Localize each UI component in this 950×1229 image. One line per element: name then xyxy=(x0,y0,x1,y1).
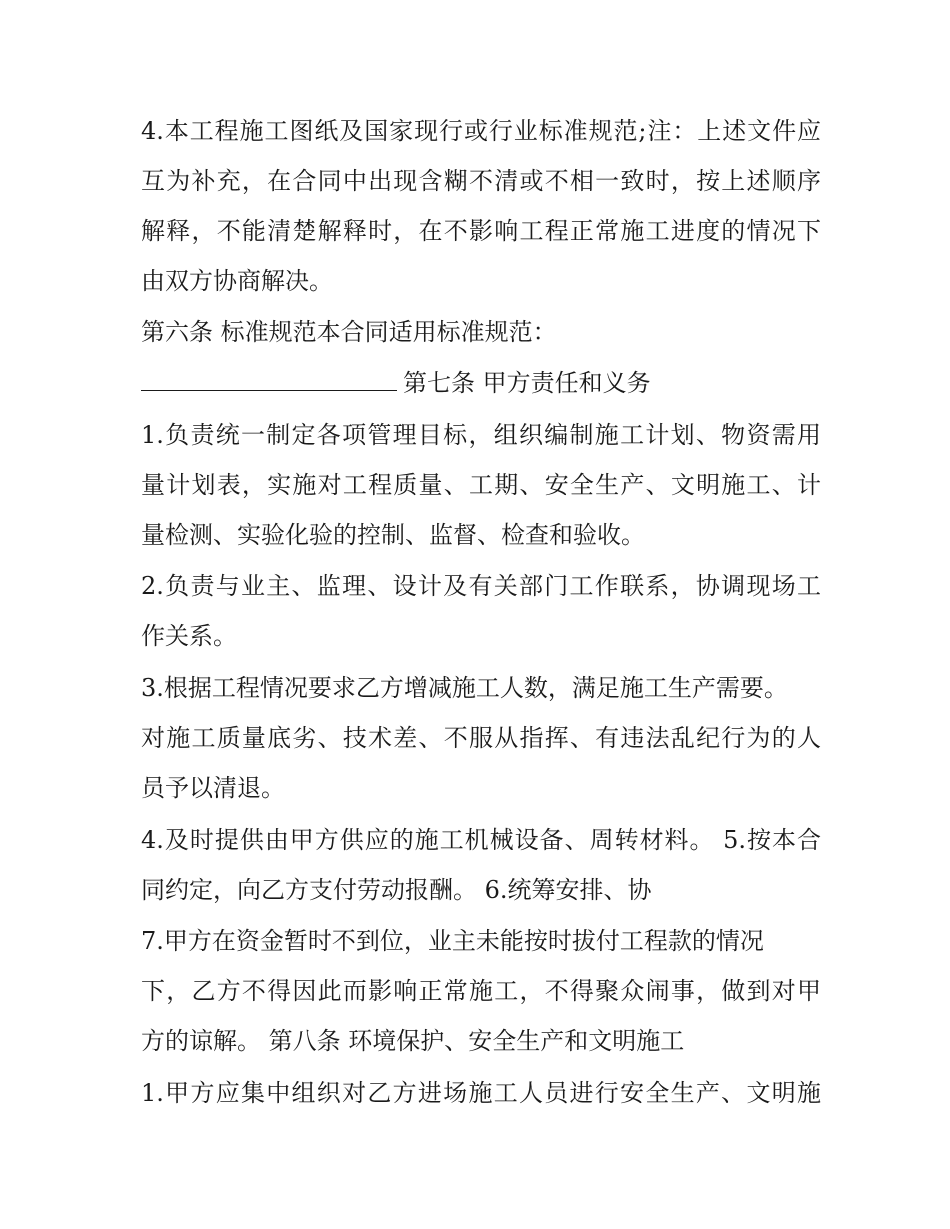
text-line: 1.负责统一制定各项管理目标，组织编制施工计划、物资需用 xyxy=(141,421,821,449)
section-heading: 第七条 甲方责任和义务 xyxy=(403,369,651,397)
blank-line-row xyxy=(141,368,821,398)
fill-in-blank xyxy=(141,368,397,391)
text-line: 2.负责与业主、监理、设计及有关部门工作联系，协调现场工 xyxy=(141,572,821,600)
text-line: 7.甲方在资金暂时不到位，业主未能按时拔付工程款的情况 xyxy=(141,927,764,955)
text-line: 1.甲方应集中组织对乙方进场施工人员进行安全生产、文明施 xyxy=(141,1079,821,1107)
text-line: 3.根据工程情况要求乙方增减施工人数，满足施工生产需要。 xyxy=(141,674,788,702)
text-line: 量计划表，实施对工程质量、工期、安全生产、文明施工、计 xyxy=(141,471,821,499)
text-line: 第六条 标准规范本合同适用标准规范： xyxy=(141,318,557,346)
text-line: 下，乙方不得因此而影响正常施工，不得聚众闹事，做到对甲 xyxy=(141,977,821,1005)
text-line: 方的谅解。 第八条 环境保护、安全生产和文明施工 xyxy=(141,1027,685,1055)
text-line: 由双方协商解决。 xyxy=(141,267,333,295)
text-line: 对施工质量底劣、技术差、不服从指挥、有违法乱纪行为的人 xyxy=(141,724,821,752)
text-line: 4.及时提供由甲方供应的施工机械设备、周转材料。 5.按本合 xyxy=(141,826,821,854)
text-line: 员予以清退。 xyxy=(141,774,285,802)
text-line: 量检测、实验化验的控制、监督、检查和验收。 xyxy=(141,521,645,549)
text-line: 作关系。 xyxy=(141,622,237,650)
text-line: 互为补充，在合同中出现含糊不清或不相一致时，按上述顺序 xyxy=(141,167,821,195)
text-line: 解释，不能清楚解释时，在不影响工程正常施工进度的情况下 xyxy=(141,217,821,245)
text-line: 同约定，向乙方支付劳动报酬。 6.统筹安排、协 xyxy=(141,876,652,904)
text-line: 4.本工程施工图纸及国家现行或行业标准规范;注：上述文件应 xyxy=(141,117,821,145)
